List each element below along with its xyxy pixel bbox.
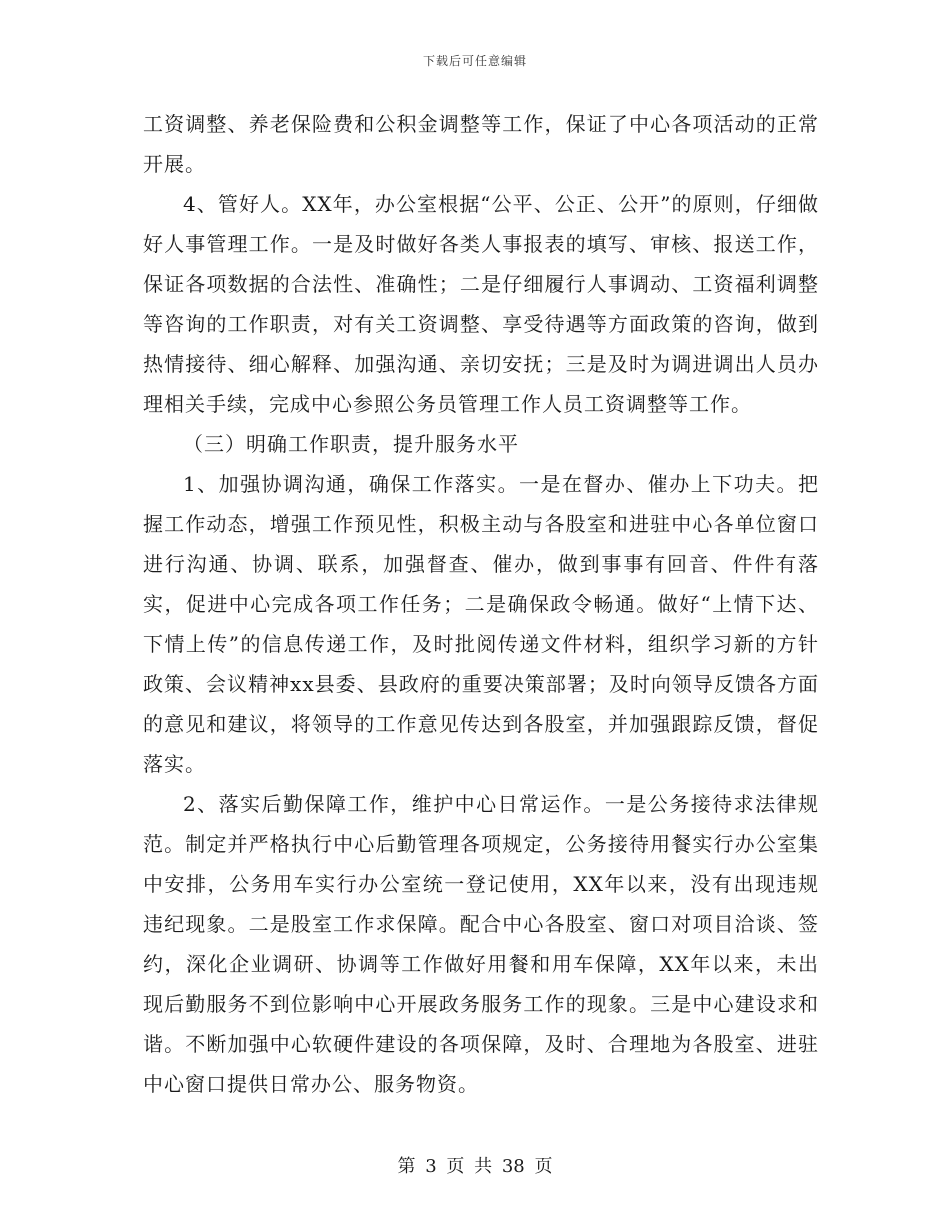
page-number-footer: 第 3 页 共 38 页 [397, 1156, 553, 1177]
paragraph-salary-continuation: 工资调整、养老保险费和公积金调整等工作，保证了中心各项活动的正常开展。 [143, 112, 819, 176]
paragraph-personnel-management: 4、管好人。XX年，办公室根据“公平、公正、公开”的原则，仔细做好人事管理工作。一是及时做好各类人事报表的填写、审核、报送工作，保证各项数据的合法性、准确性；二是仔细履行人事调动、工资福利调整等咨询的工作职责，对有关工资调整、享受待遇等方面政策的咨询，做到热情接待、细心解释、加强沟通、亲切安抚；三是及时为调进调出人员办理相关手续，完成中心参照公务员管理工作人员工资调整等工作。 [143, 192, 819, 416]
document-body [143, 104, 819, 1104]
paragraph-coordination: 1、加强协调沟通，确保工作落实。一是在督办、催办上下功夫。把握工作动态，增强工作预见性，积极主动与各股室和进驻中心各单位窗口进行沟通、协调、联系，加强督查、催办，做到事事有回音、件件有落实，促进中心完成各项工作任务；二是确保政令畅通。做好“上情下达、下情上传”的信息传递工作，及时批阅传递文件材料，组织学习新的方针政策、会议精神xx县委、县政府的重要决策部署；及时向领导反馈各方面的意见和建议，将领导的工作意见传达到各股室，并加强跟踪反馈，督促落实。 [143, 472, 819, 776]
paragraph-logistics: 2、落实后勤保障工作，维护中心日常运作。一是公务接待求法律规范。制定并严格执行中心后勤管理各项规定，公务接待用餐实行办公室集中安排，公务用车实行办公室统一登记使用，XX年以来，没有出现违规违纪现象。二是股室工作求保障。配合中心各股室、窗口对项目洽谈、签约，深化企业调研、协调等工作做好用餐和用车保障，XX年以来，未出现后勤服务不到位影响中心开展政务服务工作的现象。三是中心建设求和谐。不断加强中心软硬件建设的各项保障，及时、合理地为各股室、进驻中心窗口提供日常办公、服务物资。 [143, 792, 819, 1096]
section-heading: （三）明确工作职责，提升服务水平 [183, 432, 519, 456]
page-header: 下载后可任意编辑 [422, 54, 527, 68]
